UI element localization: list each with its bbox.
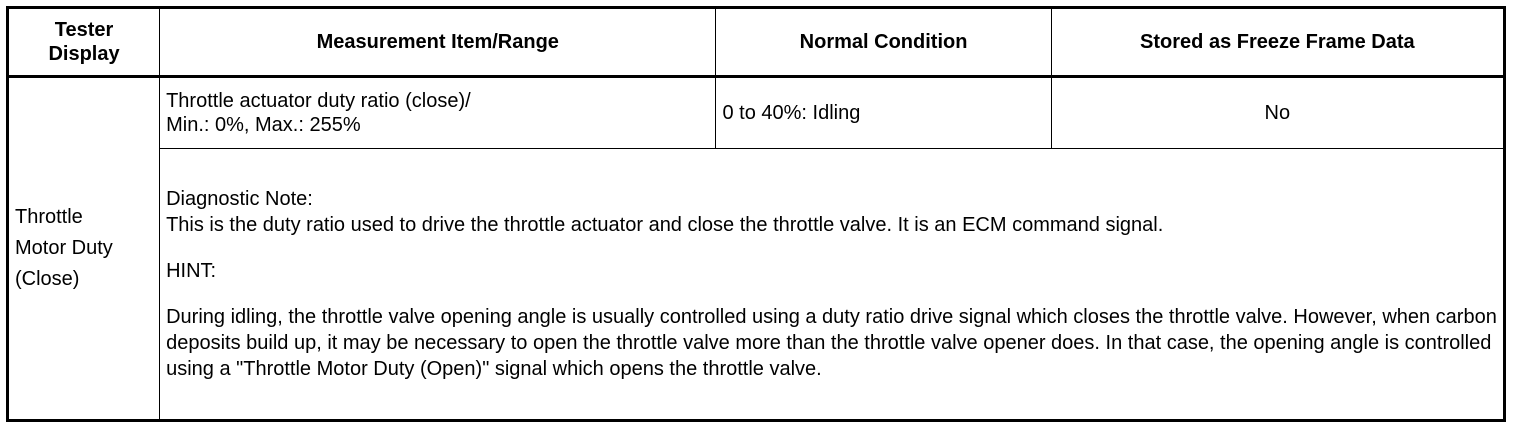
- diagnostic-note-title: Diagnostic Note:: [166, 188, 313, 210]
- measurement-line: Min.: 0%, Max.: 255%: [166, 114, 361, 136]
- tester-display-line: (Close): [15, 268, 80, 290]
- data-list-table: [6, 6, 1506, 422]
- header-normal-condition: Normal Condition: [716, 8, 1051, 77]
- notes-cell: [160, 149, 1505, 421]
- tester-display-cell: [8, 77, 160, 421]
- tester-display-line: Throttle: [15, 206, 83, 228]
- header-row: [8, 8, 1505, 77]
- normal-condition-cell: 0 to 40%: Idling: [716, 77, 1051, 149]
- freeze-frame-cell: No: [1051, 77, 1504, 149]
- header-measurement: Measurement Item/Range: [160, 8, 716, 77]
- header-freeze-frame: Stored as Freeze Frame Data: [1051, 8, 1504, 77]
- header-tester-display: [8, 8, 160, 77]
- spec-table-container: [6, 6, 1506, 422]
- diagnostic-note-text: This is the duty ratio used to drive the throttle actuator and close the throttle valve. It is an ECM command signal.: [166, 214, 1164, 236]
- header-tester-display-line: Display: [48, 43, 120, 65]
- measurement-line: Throttle actuator duty ratio (close)/: [166, 90, 471, 112]
- hint-title: HINT:: [166, 260, 217, 282]
- table-row: [8, 77, 1505, 149]
- notes-row: [8, 149, 1505, 421]
- tester-display-line: Motor Duty: [15, 237, 113, 259]
- measurement-cell: [160, 77, 716, 149]
- hint-text: During idling, the throttle valve opening angle is usually controlled using a duty ratio drive signal which closes the throttle valve. However, when carbon deposits build up, it may be necessary to open the throttle valve more than the throttle valve opener does. In that case, the opening angle is controlled using a "Throttle Motor Duty (Open)" signal which opens the throttle valve.: [166, 306, 1497, 380]
- header-tester-display-line: Tester: [54, 19, 114, 41]
